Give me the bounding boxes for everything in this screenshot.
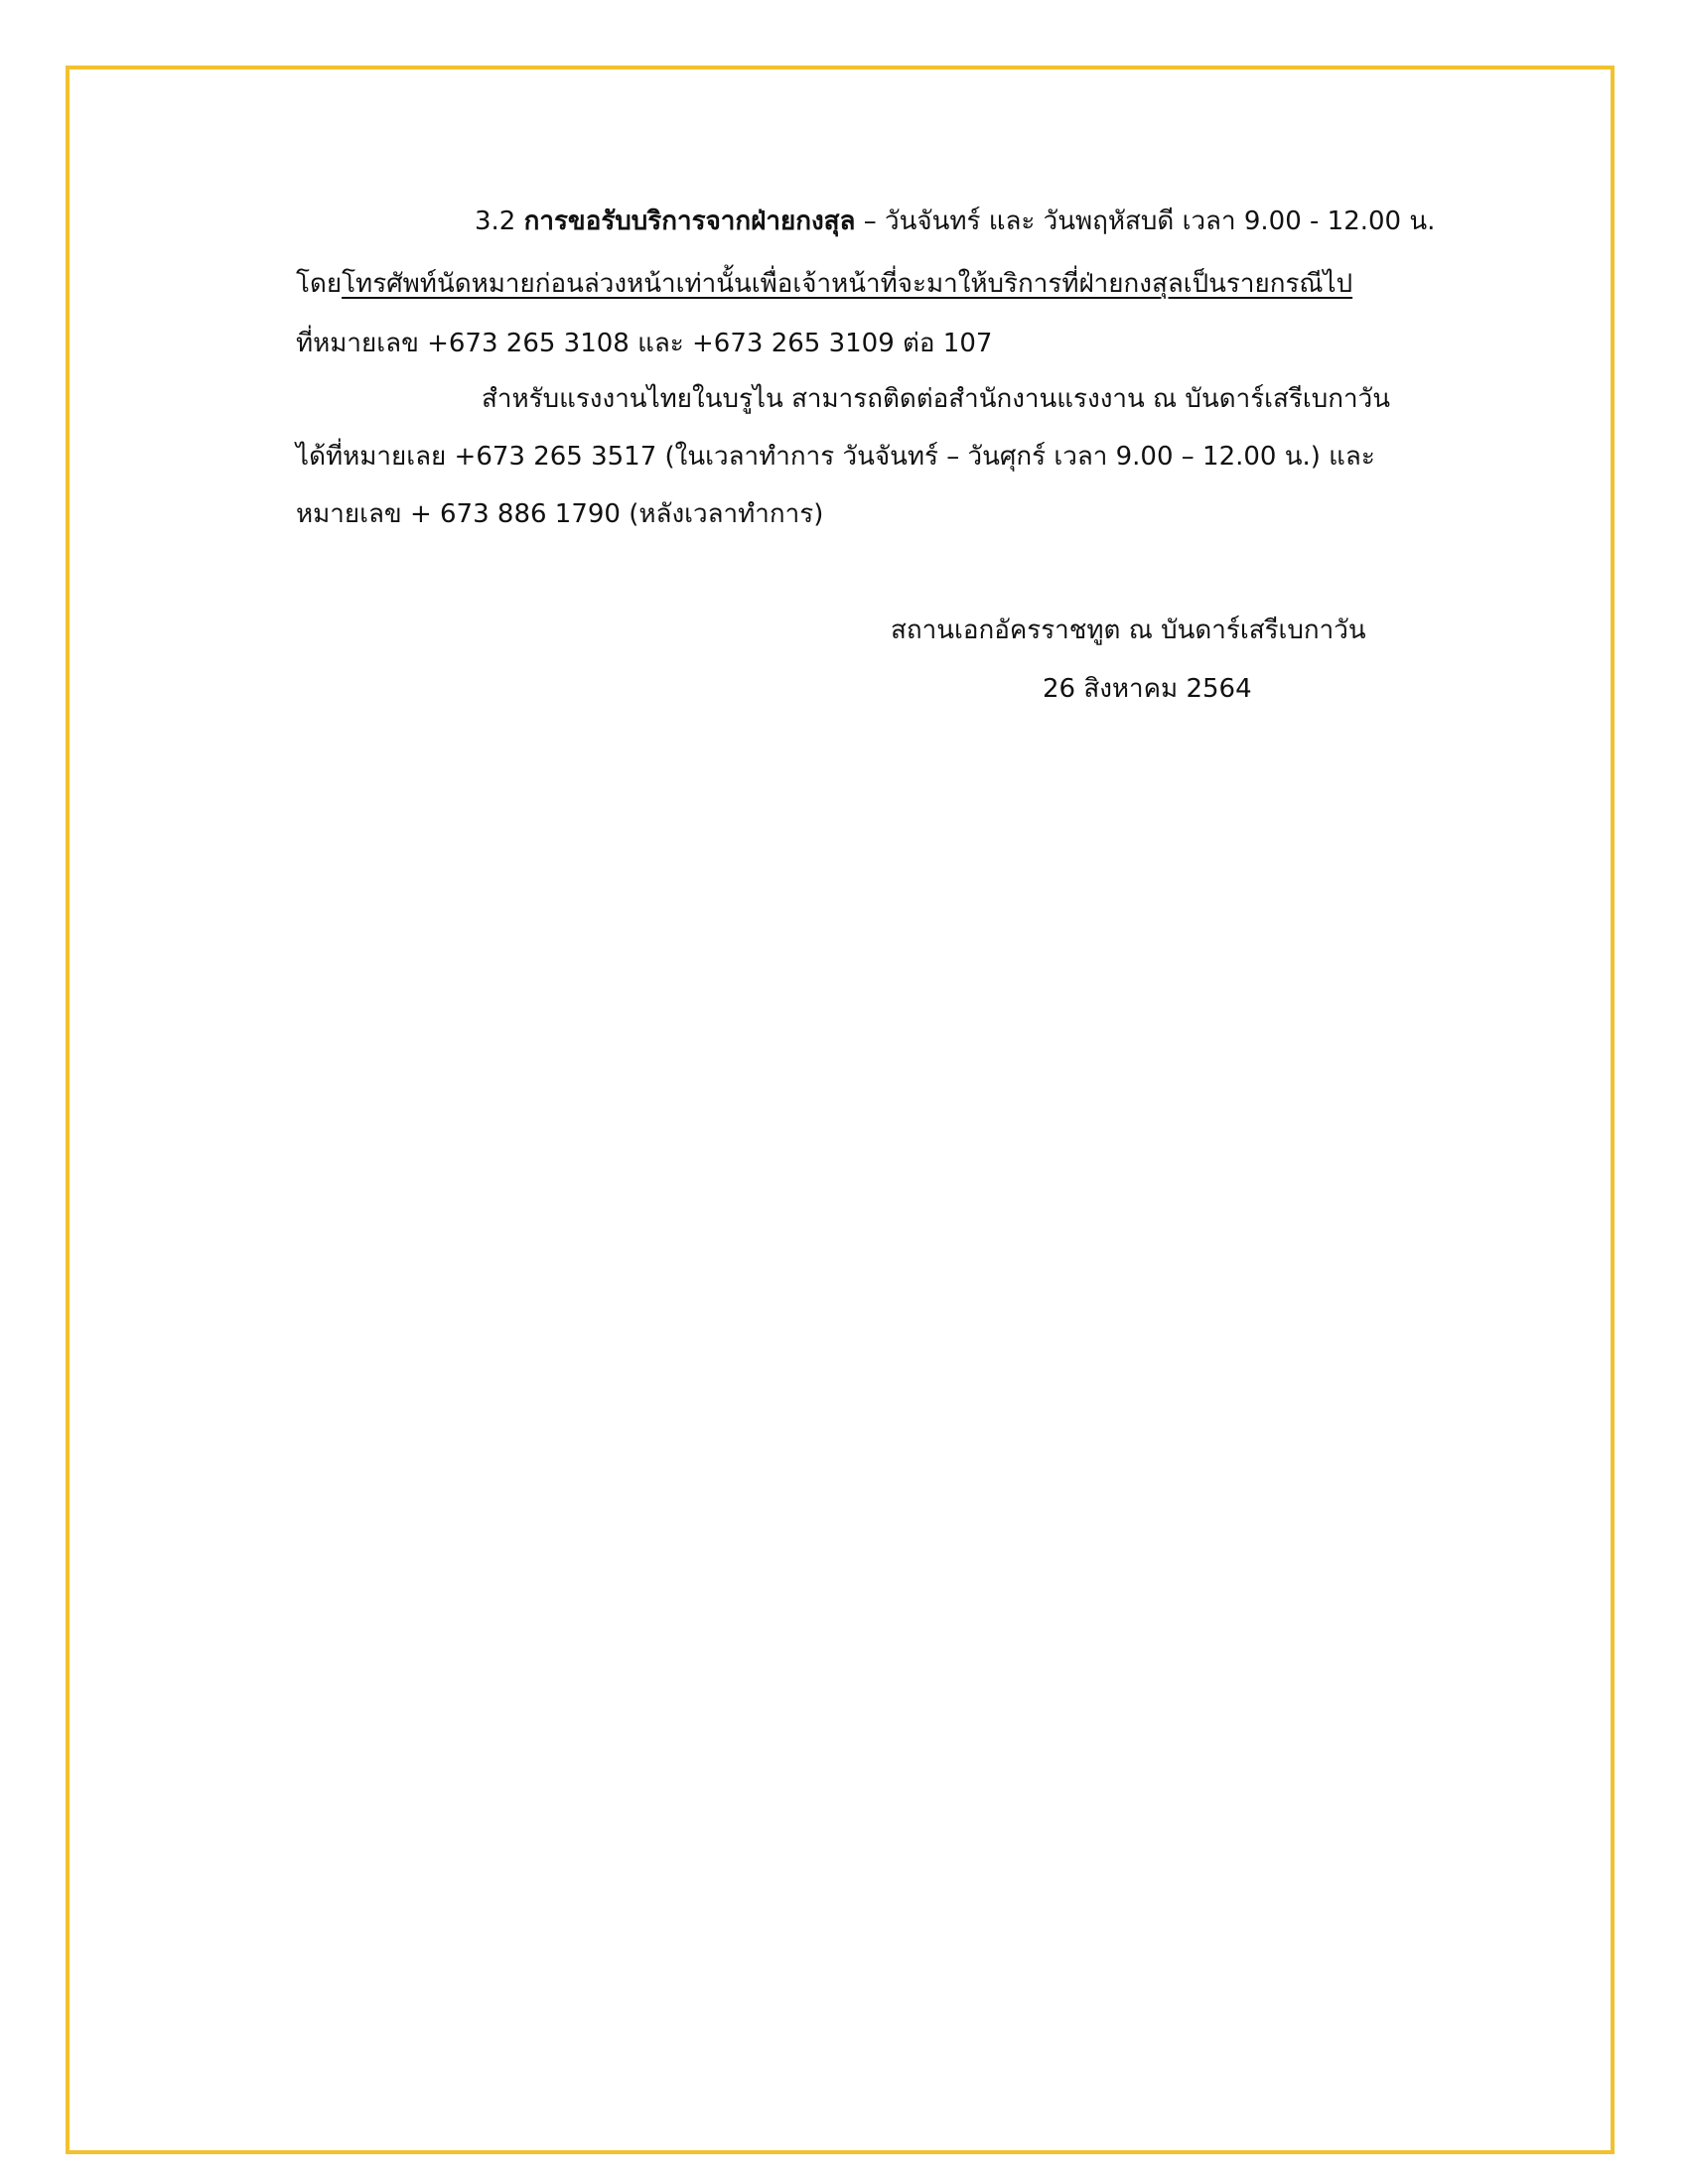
labor-office-line-3: หมายเลข + 673 886 1790 (หลังเวลาทำการ) bbox=[296, 499, 824, 529]
section-number: 3.2 bbox=[475, 206, 524, 236]
consular-phone-line: ที่หมายเลข +673 265 3108 และ +673 265 3109 ต่อ 107 bbox=[296, 329, 993, 358]
appointment-requirement: โทรศัพท์นัดหมายก่อนล่วงหน้าเท่านั้นเพื่อเจ้าหน้าที่จะมาให้บริการที่ฝ่ายกงสุลเป็นรายกรณีไป bbox=[342, 269, 1353, 299]
embassy-signature: สถานเอกอัครราชทูต ณ บันดาร์เสรีเบกาวัน bbox=[891, 615, 1366, 645]
labor-office-line-1: สำหรับแรงงานไทยในบรูไน สามารถติดต่อสำนักงานแรงงาน ณ บันดาร์เสรีเบกาวัน bbox=[482, 384, 1390, 414]
consular-service-line-1 bbox=[475, 204, 1435, 239]
section-title: การขอรับบริการจากฝ่ายกงสุล bbox=[523, 206, 856, 236]
page-border bbox=[66, 66, 1615, 2154]
service-schedule: – วันจันทร์ และ วันพฤหัสบดี เวลา 9.00 - 12.00 น. bbox=[855, 206, 1436, 236]
document-date: 26 สิงหาคม 2564 bbox=[1043, 674, 1252, 704]
appointment-prefix: โดย bbox=[296, 269, 343, 299]
labor-office-line-2: ได้ที่หมายเลย +673 265 3517 (ในเวลาทำการ วันจันทร์ – วันศุกร์ เวลา 9.00 – 12.00 น.) และ bbox=[296, 442, 1375, 472]
consular-service-line-2 bbox=[296, 266, 1352, 302]
